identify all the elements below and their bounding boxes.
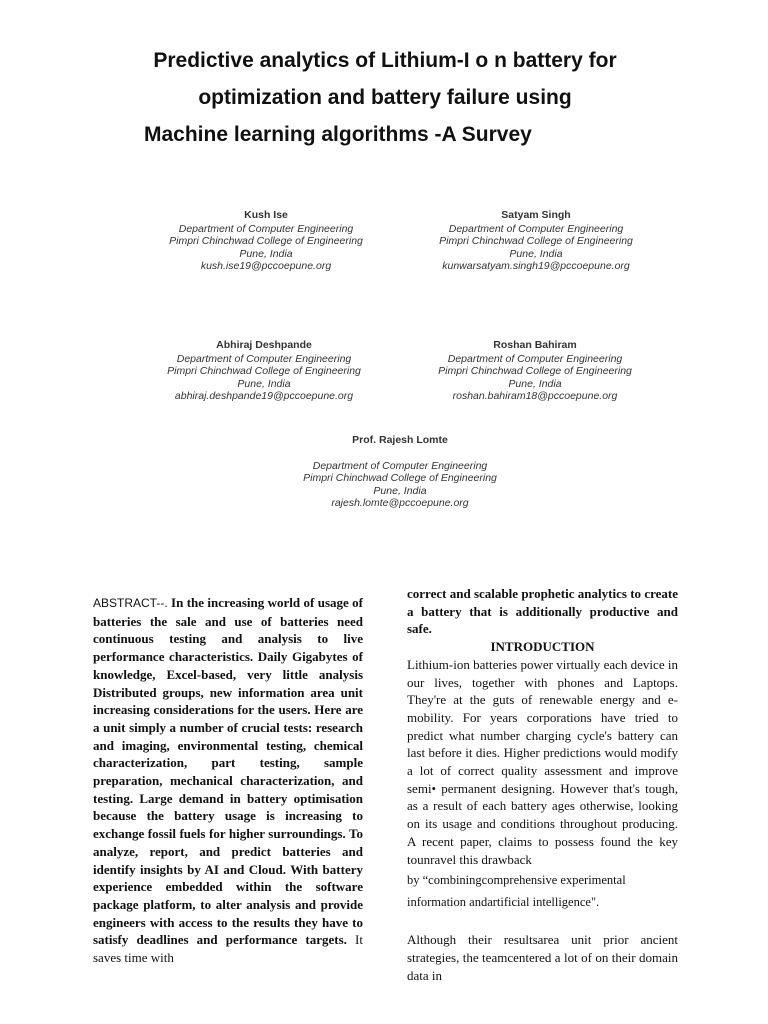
author-department: Department of Computer Engineering [447, 352, 623, 365]
abstract-label: ABSTRACT--. [93, 596, 168, 610]
author-college: Pimpri Chinchwad College of Engineering [439, 235, 633, 247]
author-block-3 [144, 339, 384, 403]
abstract-continuation: correct and scalable prophetic analytics to create a battery that is additionally productive and safe. [407, 586, 678, 637]
author-college: Pimpri Chinchwad College of Engineering [169, 235, 363, 247]
author-block-1 [150, 209, 382, 273]
author-email: kunwarsatyam.singh19@pccoepune.org [442, 260, 630, 272]
author-name: Prof. Rajesh Lomte [352, 434, 448, 446]
author-location: Pune, India [237, 377, 291, 390]
author-block-2 [412, 209, 660, 273]
author-email: kush.ise19@pccoepune.org [200, 260, 332, 272]
introduction-quote: by “combiningcomprehensive experimental information andartificial intelligence". [407, 873, 626, 910]
author-college: Pimpri Chinchwad College of Engineering [167, 365, 361, 377]
right-column [407, 585, 678, 984]
author-name: Satyam Singh [501, 209, 571, 221]
author-email: abhiraj.deshpande19@pccoepune.org [174, 390, 354, 402]
author-location: Pune, India [239, 247, 293, 260]
author-college: Pimpri Chinchwad College of Engineering [303, 472, 497, 484]
paper-title [60, 42, 710, 153]
abstract-tail: It saves time with [93, 932, 363, 966]
author-location: Pune, India [508, 377, 562, 390]
title-line-3: Machine learning algorithms -A Survey [144, 123, 532, 146]
abstract-column [93, 594, 363, 967]
author-name: Abhiraj Deshpande [216, 339, 312, 351]
author-name: Roshan Bahiram [493, 339, 577, 351]
author-department: Department of Computer Engineering [176, 352, 352, 365]
author-block-4 [415, 339, 655, 403]
section-heading-introduction: INTRODUCTION [490, 639, 595, 655]
introduction-paragraph-2: Although their resultsarea unit prior ancient strategies, the teamcentered a lot of on their domain data in [407, 932, 678, 983]
author-department: Department of Computer Engineering [312, 459, 488, 472]
author-block-5 [280, 434, 520, 510]
author-department: Department of Computer Engineering [448, 222, 624, 235]
title-line-1: Predictive analytics of Lithium-I o n battery for [153, 49, 617, 72]
author-email: roshan.bahiram18@pccoepune.org [452, 390, 618, 402]
author-location: Pune, India [509, 247, 563, 260]
title-line-2: optimization and battery failure using [198, 86, 572, 109]
abstract-body: In the increasing world of usage of batteries the sale and use of batteries need continuous testing and analysis to live performance characteristics. Daily Gigabytes of knowledge, Excel-based, very little analysis Distributed groups, new information area unit increasing considerations for the users. Here are a unit simply a number of crucial tests: research and imaging, environmental testing, chemical characterization, part testing, sample preparation, mechanical characterization, and testing. Large demand in battery optimisation because the battery usage is increasing to exchange fossil fuels for higher surroundings. To analyze, report, and predict batteries and identify insights by AI and Cloud. With battery experience embedded within the software package platform, to alter analysis and provide engineers with access to the results they have to satisfy deadlines and performance targets. [93, 595, 363, 948]
author-department: Department of Computer Engineering [178, 222, 354, 235]
introduction-paragraph: Lithium-ion batteries power virtually each device in our lives, together with phones and Laptops. They're at the guts of renewable energy and e-mobility. For years corporations have tried to predict what number charging cycle's battery can last before it dies. Higher predictions would modify a lot of correct quality assessment and improve semi• permanent designing. However that's tough, as a result of each battery ages otherwise, looking on its usage and conditions throughout producing. A recent paper, claims to possess found the key tounravel this drawback [407, 656, 678, 867]
author-name: Kush Ise [244, 209, 288, 221]
author-college: Pimpri Chinchwad College of Engineering [438, 365, 632, 377]
author-location: Pune, India [373, 484, 427, 497]
author-email: rajesh.lomte@pccoepune.org [331, 497, 469, 509]
